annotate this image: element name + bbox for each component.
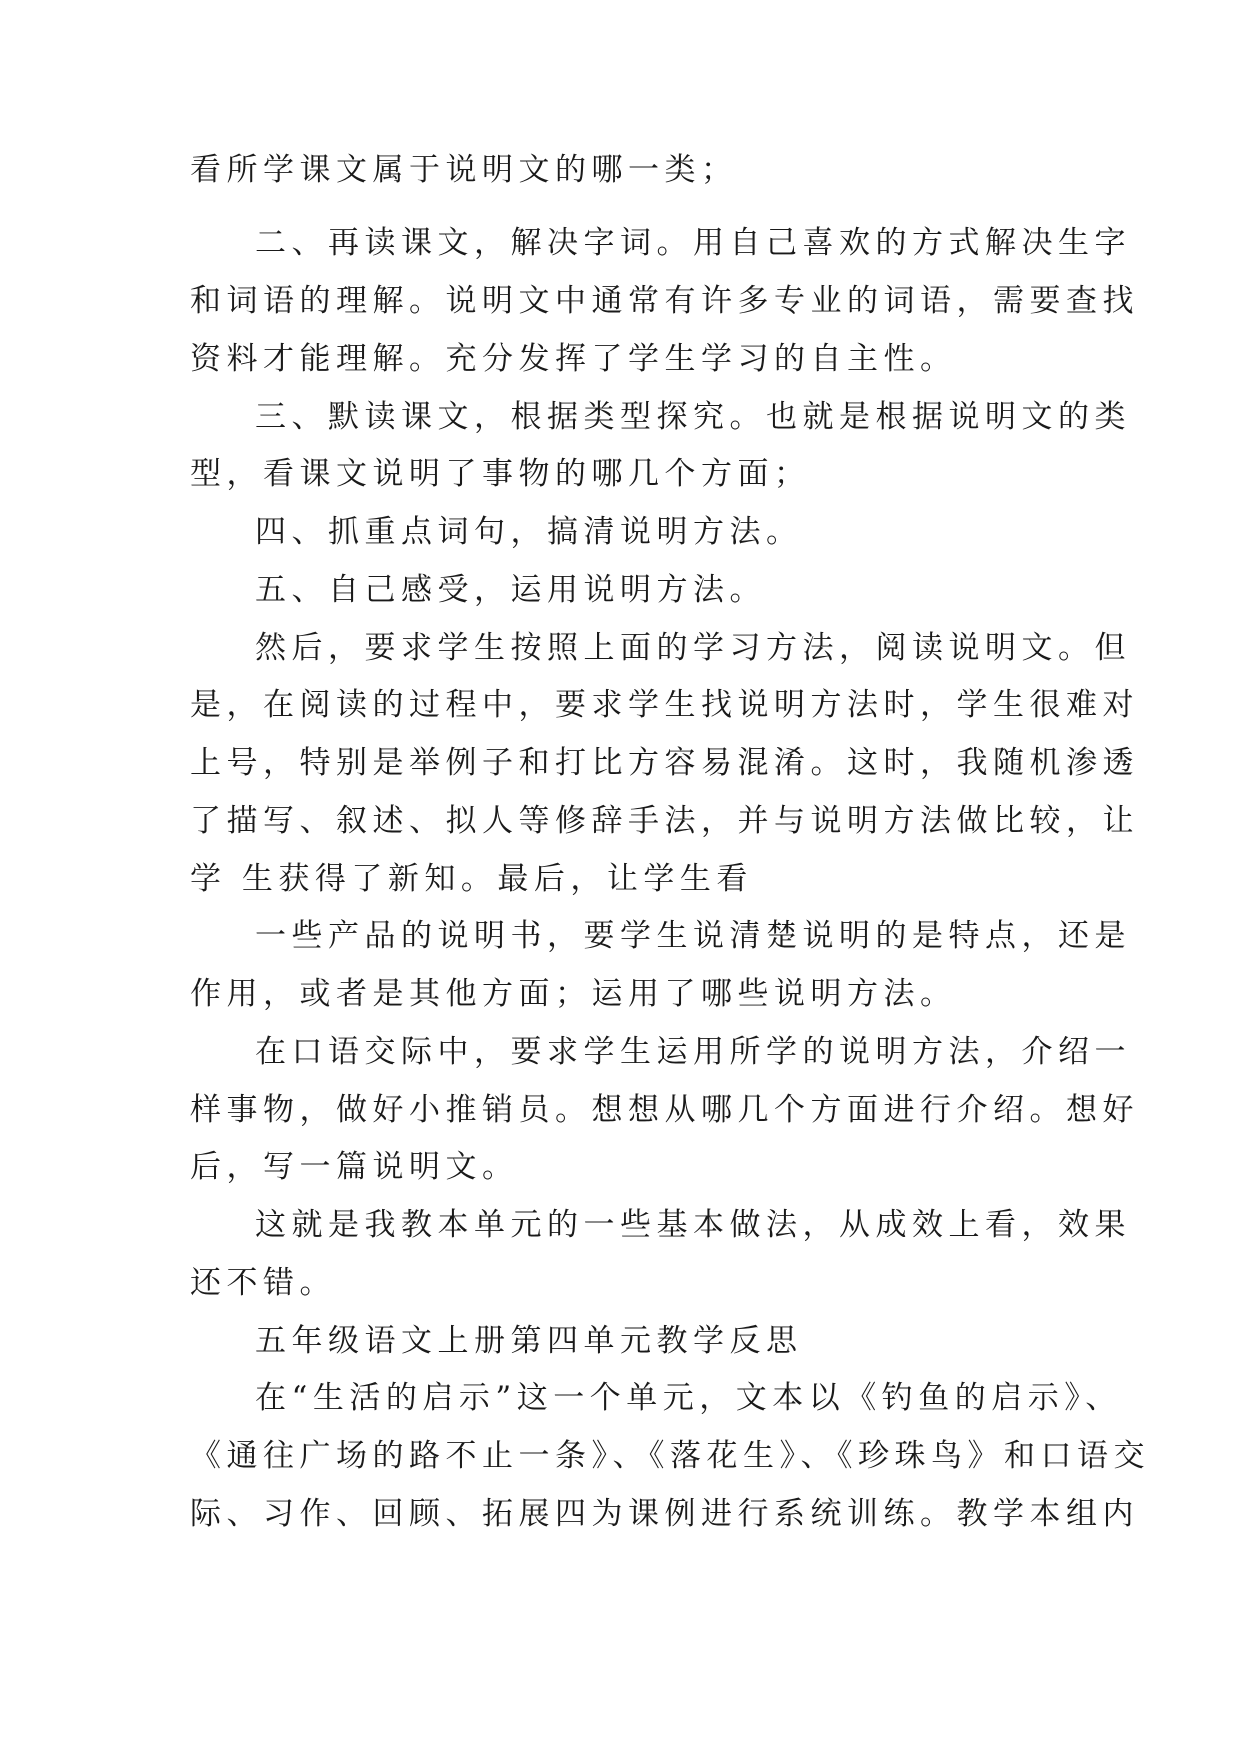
text-line: 资料才能理解。充分发挥了学生学习的自主性。: [190, 341, 957, 377]
text-line: 上号，特别是举例子和打比方容易混淆。这时，我随机渗透: [190, 745, 1139, 781]
text-line: 型，看课文说明了事物的哪几个方面；: [190, 456, 811, 492]
text-line: 然后，要求学生按照上面的学习方法，阅读说明文。但: [255, 630, 1131, 666]
section-title: 五年级语文上册第四单元教学反思: [255, 1323, 803, 1359]
text-line: 了描写、叙述、拟人等修辞手法，并与说明方法做比较，让: [190, 803, 1139, 839]
text-line: 样事物，做好小推销员。想想从哪几个方面进行介绍。想好: [190, 1092, 1139, 1128]
text-line: 是，在阅读的过程中，要求学生找说明方法时，学生很难对: [190, 687, 1139, 723]
text-line: 在“生活的启示”这一个单元，文本以《钓鱼的启示》、: [255, 1380, 1122, 1416]
text-line: 学 生获得了新知。最后，让学生看: [190, 861, 753, 897]
text-line: 一些产品的说明书，要学生说清楚说明的是特点，还是: [255, 918, 1131, 954]
text-line: 五、自己感受，运用说明方法。: [255, 572, 766, 608]
text-line: 和词语的理解。说明文中通常有许多专业的词语，需要查找: [190, 283, 1139, 319]
text-line: 这就是我教本单元的一些基本做法，从成效上看，效果: [255, 1207, 1131, 1243]
text-line: 三、默读课文，根据类型探究。也就是根据说明文的类: [255, 399, 1131, 435]
text-line: 作用，或者是其他方面；运用了哪些说明方法。: [190, 976, 957, 1012]
text-line: 四、抓重点词句，搞清说明方法。: [255, 514, 803, 550]
text-line: 在口语交际中，要求学生运用所学的说明方法，介绍一: [255, 1034, 1131, 1070]
text-line: 后，写一篇说明文。: [190, 1149, 519, 1185]
text-line: 《通往广场的路不止一条》、《落花生》、《珍珠鸟》和口语交: [190, 1438, 1150, 1474]
text-line: 看所学课文属于说明文的哪一类；: [190, 152, 738, 188]
text-line: 还不错。: [190, 1265, 336, 1301]
text-line: 二、再读课文，解决字词。用自己喜欢的方式解决生字: [255, 225, 1131, 261]
text-line: 际、习作、回顾、拓展四为课例进行系统训练。教学本组内: [190, 1496, 1139, 1532]
